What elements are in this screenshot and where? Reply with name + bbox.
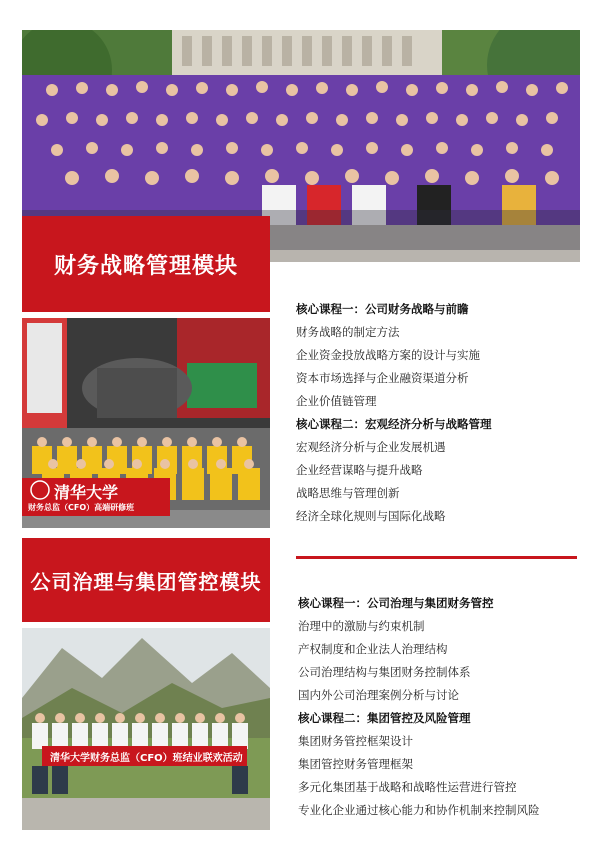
section2-course2-heading: 核心课程二：集团管控及风险管理 xyxy=(298,711,471,725)
section-divider xyxy=(296,556,577,559)
section2-course2-item: 多元化集团基于战略和战略性运营进行管控 xyxy=(298,780,517,794)
section1-course2-item: 宏观经济分析与企业发展机遇 xyxy=(296,440,446,454)
yellow-photo-banner-program: 财务总监（CFO）高端研修班 xyxy=(28,503,135,512)
section1-courses xyxy=(296,298,586,528)
section1-course1-item: 资本市场选择与企业融资渠道分析 xyxy=(296,371,469,385)
section1-course1-heading: 核心课程一：公司财务战略与前瞻 xyxy=(296,302,469,316)
section2-course1-heading: 核心课程一：公司治理与集团财务管控 xyxy=(298,596,494,610)
section1-course2-item: 战略思维与管理创新 xyxy=(296,486,400,500)
outdoor-photo-banner: 清华大学财务总监（CFO）班结业联欢活动 xyxy=(50,753,243,764)
section1-course2-heading: 核心课程二：宏观经济分析与战略管理 xyxy=(296,417,492,431)
section1-title-banner xyxy=(22,216,270,312)
group-photo-outdoor xyxy=(22,628,270,830)
section1-course1-item: 企业价值链管理 xyxy=(296,394,377,408)
section1-course2-item: 企业经营谋略与提升战略 xyxy=(296,463,423,477)
section2-course1-item: 国内外公司治理案例分析与讨论 xyxy=(298,688,459,702)
yellow-photo-banner-school: 清华大学 xyxy=(54,483,119,502)
section2-course2-item: 集团财务管控框架设计 xyxy=(298,734,413,748)
section1-title: 财务战略管理模块 xyxy=(53,253,238,279)
section2-title-banner xyxy=(22,538,270,622)
section2-course2-item: 专业化企业通过核心能力和协作机制来控制风险 xyxy=(298,803,540,817)
section1-course2-item: 经济全球化规则与国际化战略 xyxy=(296,509,446,523)
section2-course2-item: 集团管控财务管理框架 xyxy=(298,757,413,771)
group-photo-yellow xyxy=(22,318,270,528)
section1-course1-item: 财务战略的制定方法 xyxy=(296,325,400,339)
section2-course1-item: 治理中的激励与约束机制 xyxy=(298,619,425,633)
section2-course1-item: 产权制度和企业法人治理结构 xyxy=(298,642,448,656)
section1-course1-item: 企业资金投放战略方案的设计与实施 xyxy=(296,348,480,362)
section2-courses xyxy=(298,592,588,822)
section2-course1-item: 公司治理结构与集团财务控制体系 xyxy=(298,665,471,679)
section2-title: 公司治理与集团管控模块 xyxy=(30,569,262,594)
